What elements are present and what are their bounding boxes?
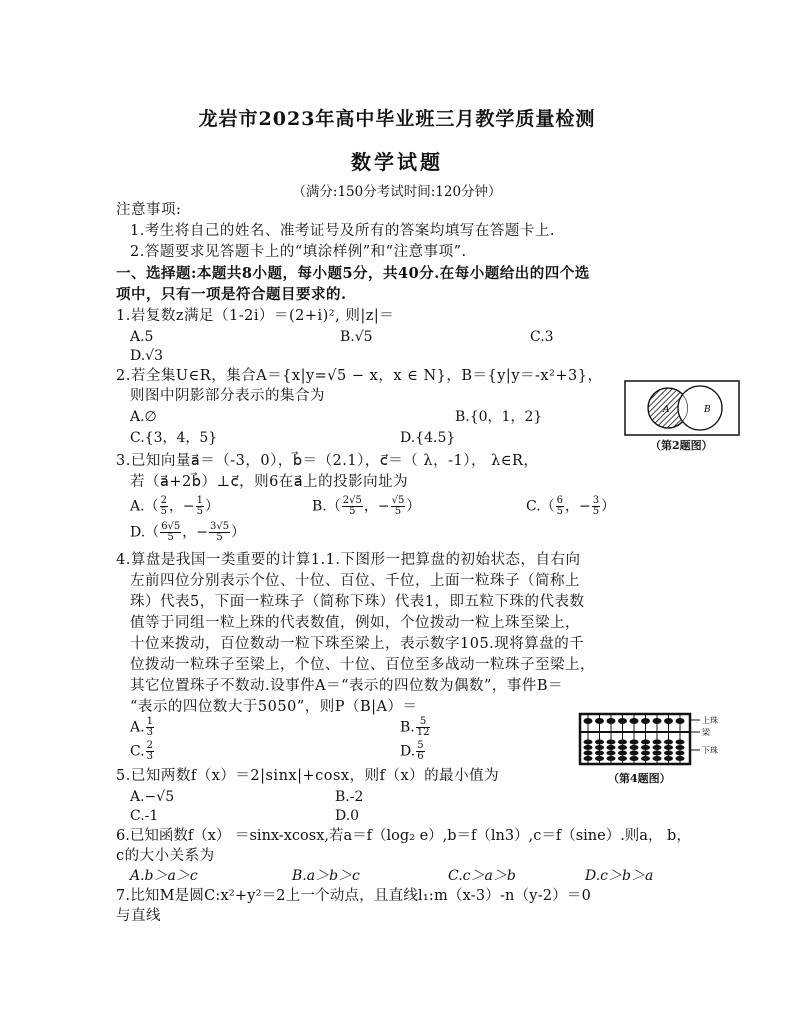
q1-stem: 1.岩复数z满足（1-2i）＝(2+i)², 则|z|＝ bbox=[116, 308, 395, 324]
q4-line-2: 左前四位分别表示个位、十位、百位、千位，上面一粒珠子（简称上 bbox=[130, 573, 580, 589]
q6-option-d: D.c＞b＞a bbox=[585, 868, 654, 884]
q4-line-1: 4.算盘是我国一类重要的计算1.1.下图形一把算盘的初始状态，自右向 bbox=[116, 552, 581, 568]
abacus-lower-bead bbox=[676, 756, 685, 761]
exam-title: 龙岩市2023年高中毕业班三月教学质量检测 bbox=[198, 108, 596, 130]
abacus-lower-bead bbox=[595, 751, 604, 756]
abacus-lower-bead bbox=[641, 740, 650, 745]
abacus-lower-bead bbox=[595, 740, 604, 745]
abacus-label-lower: 下珠 bbox=[702, 746, 718, 755]
abacus-upper-bead bbox=[618, 718, 627, 724]
q3-stem: 3.已知向量a⃗＝（-3，0），b⃗＝（2.1），c⃗＝（ λ，-1）， λ∈R， bbox=[116, 453, 539, 469]
abacus-lower-bead bbox=[584, 745, 593, 750]
abacus-lower-bead bbox=[653, 745, 662, 750]
q2-option-b: B.{0，1，2} bbox=[455, 409, 543, 425]
q2-option-a: A.∅ bbox=[130, 409, 157, 425]
abacus-lower-bead bbox=[664, 756, 673, 761]
notice-item-2: 2.答题要求见答题卡上的“填涂样例”和“注意事项”. bbox=[130, 244, 467, 260]
q3-option-d: D.（ $\frac{6√5}{5}$ ，− $\frac{3√5}{5}$ ） bbox=[130, 521, 246, 543]
abacus-lower-bead bbox=[584, 751, 593, 756]
abacus-lower-bead bbox=[618, 751, 627, 756]
q2-figure-caption: （第2题图） bbox=[650, 439, 713, 452]
abacus-lower-bead bbox=[641, 751, 650, 756]
q5-stem: 5.已知两数f（x）＝2|sinx|+cosx，则f（x）的最小值为 bbox=[116, 768, 500, 784]
q4-line-7: 其它位置珠子不数动.设事件A＝“表示的四位数为偶数”，事件B＝ bbox=[130, 678, 564, 694]
q4-line-4: 值等于同组一粒上珠的代表数值，例如，个位拨动一粒上珠至梁上， bbox=[130, 615, 580, 631]
q3-option-b: B.（ $\frac{2√5}{5}$ ，− $\frac{√5}{5}$ ） bbox=[312, 495, 421, 517]
q6-option-a: A.b＞a＞c bbox=[130, 868, 198, 884]
abacus-lower-bead bbox=[607, 751, 616, 756]
exam-subtitle: 数学试题 bbox=[351, 150, 443, 174]
abacus-lower-bead bbox=[595, 756, 604, 761]
abacus-upper-bead bbox=[607, 718, 616, 724]
abacus-lower-bead bbox=[664, 745, 673, 750]
abacus-lower-bead bbox=[664, 740, 673, 745]
exam-time-note: （满分:150分考试时间:120分钟） bbox=[292, 184, 502, 200]
abacus-lower-bead bbox=[607, 745, 616, 750]
section-1-heading: 一、选择题:本题共8小题，每小题5分，共40分.在每小题给出的四个选 bbox=[116, 265, 590, 282]
set-b-circle bbox=[678, 386, 722, 430]
q5-option-b: B.-2 bbox=[335, 789, 364, 805]
q6-option-b: B.a＞b＞c bbox=[292, 868, 360, 884]
q1-option-c: C.3 bbox=[530, 329, 554, 345]
q6-option-c: C.c＞a＞b bbox=[448, 868, 516, 884]
q2-stem: 2.若全集U∈R，集合A＝{x|y=√5 − x，x ∈ N}，B＝{y|y＝-x²+3}， bbox=[116, 368, 603, 384]
venn-diagram bbox=[624, 380, 740, 436]
abacus-lower-bead bbox=[641, 745, 650, 750]
abacus-upper-bead bbox=[676, 718, 685, 724]
q5-option-d: D.0 bbox=[335, 808, 360, 824]
abacus-lower-bead bbox=[641, 756, 650, 761]
abacus-lower-bead bbox=[584, 740, 593, 745]
abacus-lower-bead bbox=[653, 756, 662, 761]
q4-line-8: “表示的四位数大于5050”，则P（B|A）＝ bbox=[130, 699, 418, 715]
abacus-upper-bead bbox=[584, 718, 593, 724]
q4-option-a: A. $\frac{1}{3}$ bbox=[130, 716, 153, 738]
q6-stem-cont: c的大小关系为 bbox=[116, 848, 215, 864]
q7-stem-cont: 与直线 bbox=[116, 908, 161, 924]
q4-figure-caption: （第4题图） bbox=[608, 772, 671, 785]
abacus-lower-bead bbox=[630, 751, 639, 756]
q4-option-b: B. $\frac{5}{12}$ bbox=[400, 716, 430, 738]
set-a-label: A bbox=[663, 405, 670, 415]
abacus-lower-bead bbox=[676, 751, 685, 756]
q3-stem-cont: 若（a⃗+2b⃗）⊥c⃗，则6在a⃗上的投影向址为 bbox=[130, 474, 409, 490]
abacus-lower-bead bbox=[630, 756, 639, 761]
abacus-upper-bead bbox=[595, 718, 604, 724]
abacus-lower-bead bbox=[618, 756, 627, 761]
abacus-upper-bead bbox=[664, 718, 673, 724]
q1-option-d: D.√3 bbox=[130, 348, 164, 364]
abacus-lower-bead bbox=[630, 745, 639, 750]
q4-line-6: 位拨动一粒珠子至梁上，个位、十位、百位至多战动一粒珠子至梁上， bbox=[130, 657, 595, 673]
set-b-label: B bbox=[704, 405, 711, 415]
q3-option-c: C.（ $\frac{6}{5}$ ，− $\frac{3}{5}$ ） bbox=[526, 495, 616, 517]
section-1-heading-cont: 项中，只有一项是符合题目要求的. bbox=[116, 286, 347, 303]
q4-option-d: D. $\frac{5}{6}$ bbox=[400, 740, 424, 762]
q2-stem-cont: 则图中阴影部分表示的集合为 bbox=[130, 388, 325, 404]
abacus-upper-bead bbox=[641, 718, 650, 724]
q5-option-a: A.−√5 bbox=[130, 789, 175, 805]
q1-option-a: A.5 bbox=[130, 329, 154, 345]
abacus-figure bbox=[578, 712, 728, 768]
abacus-upper-bead bbox=[630, 718, 639, 724]
abacus-lower-bead bbox=[676, 745, 685, 750]
q2-option-d: D.{4.5} bbox=[400, 430, 456, 446]
q7-stem: 7.比知M是圆C:x²+y²＝2上一个动点，且直线l₁:m（x-3）-n（y-2）＝0 bbox=[116, 888, 592, 904]
notice-item-1: 1.考生将自己的姓名、准考证号及所有的答案均填写在答题卡上. bbox=[130, 223, 555, 239]
abacus-label-upper: 上珠 bbox=[702, 716, 718, 725]
abacus-lower-bead bbox=[664, 751, 673, 756]
abacus-lower-bead bbox=[676, 740, 685, 745]
abacus-lower-bead bbox=[584, 756, 593, 761]
abacus-lower-bead bbox=[653, 751, 662, 756]
abacus-lower-bead bbox=[630, 740, 639, 745]
abacus-lower-bead bbox=[618, 745, 627, 750]
abacus-lower-bead bbox=[607, 740, 616, 745]
abacus-lower-bead bbox=[618, 740, 627, 745]
q1-option-b: B.√5 bbox=[340, 329, 373, 345]
abacus-upper-bead bbox=[653, 718, 662, 724]
abacus-lower-bead bbox=[595, 745, 604, 750]
abacus-label-beam: 梁 bbox=[702, 728, 710, 737]
q6-stem: 6.已知函数f（x） ＝sinx-xcosx,若a＝f（log₂ e）,b＝f（ln3）,c＝f（sine）.则a， b， bbox=[116, 828, 691, 844]
abacus-lower-bead bbox=[607, 756, 616, 761]
abacus-lower-bead bbox=[653, 740, 662, 745]
notice-heading: 注意事项: bbox=[116, 202, 182, 218]
q5-option-c: C.-1 bbox=[130, 808, 159, 824]
q3-option-a: A.（ $\frac{2}{5}$ ，− $\frac{1}{5}$ ） bbox=[130, 495, 220, 517]
q4-line-3: 珠）代表5，下面一粒珠子（简称下珠）代表1，即五粒下珠的代表数 bbox=[130, 594, 585, 610]
q4-option-c: C. $\frac{2}{3}$ bbox=[130, 740, 154, 762]
q2-option-c: C.{3，4，5} bbox=[130, 430, 218, 446]
q4-line-5: 十位来拨动，百位数动一粒下珠至梁上，表示数字105.现将算盘的千 bbox=[130, 636, 585, 652]
